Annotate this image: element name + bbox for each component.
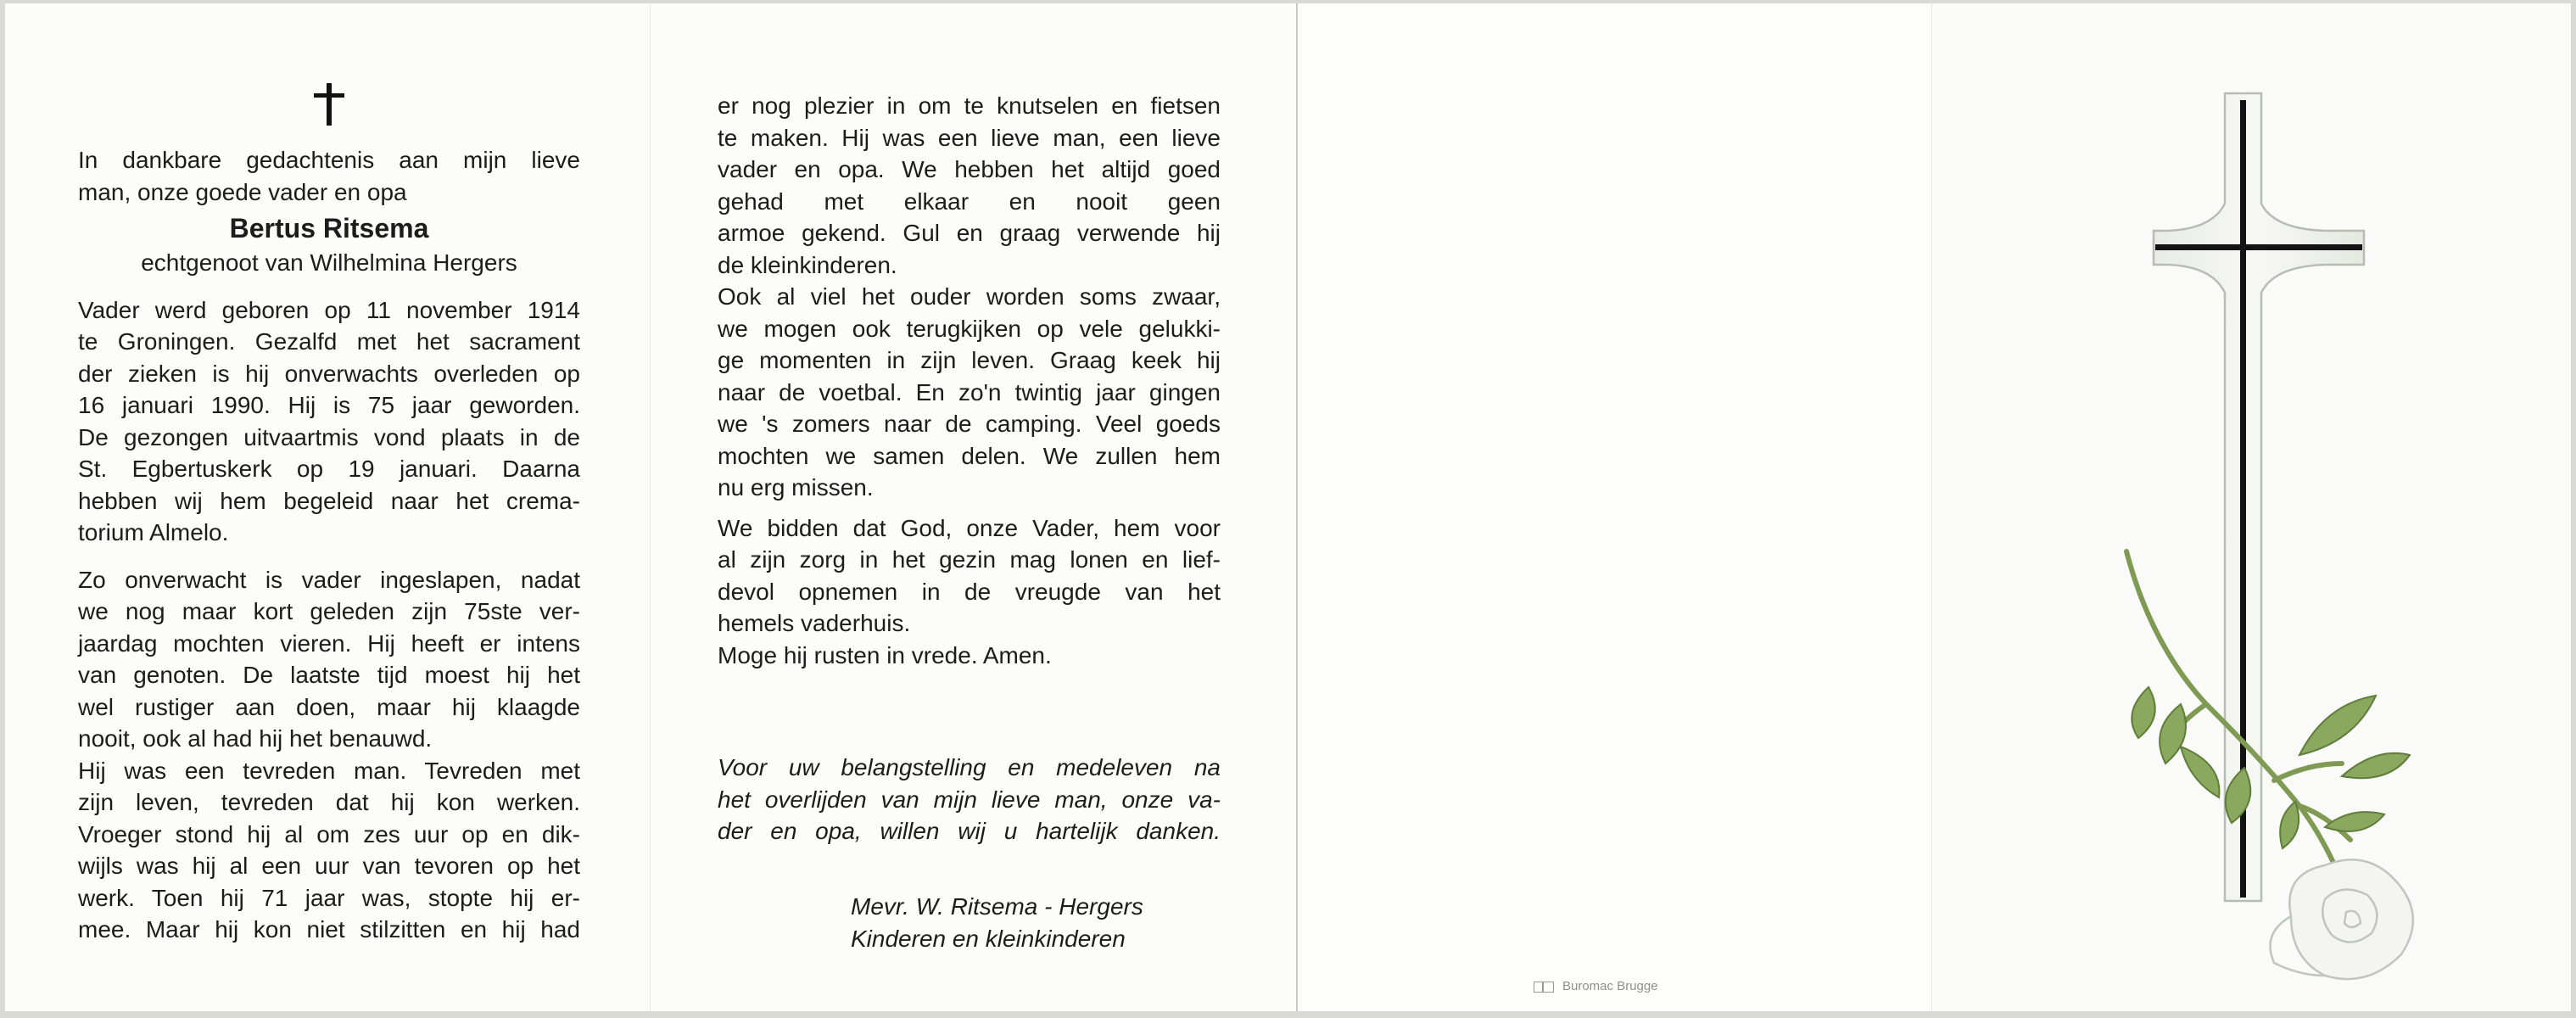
fold-line [1296,3,1298,1011]
text-line: Hij was een tevreden man. Tevreden met [78,757,580,784]
panel-back [1297,3,1931,1011]
text-line: van genoten. De laatste tijd moest hij het [78,662,580,688]
text-line: vader en opa. We hebben het altijd goed [718,156,1221,182]
text-line: hebben wij hem begeleid naar het crema- [78,487,580,514]
text-line: ge momenten in zijn leven. Graag keek hij [718,347,1221,373]
text-line: torium Almelo. [78,519,229,545]
signature-line: Kinderen en kleinkinderen [851,925,1126,952]
text-line: wel rustiger aan doen, maar hij klaagde [78,693,580,720]
text-line: al zijn zorg in het gezin mag lonen en lief- [718,546,1221,573]
remembrance-paragraph [78,564,580,946]
text-line: wijls was hij al een uur van tevoren op het [78,853,580,879]
text-line: Voor uw belangstelling en medeleven na [718,754,1221,780]
text-line: het overlijden van mijn lieve man, onze va- [718,786,1221,813]
text-line: we 's zomers naar de camping. Veel goeds [718,411,1221,437]
text-line: de kleinkinderen. [718,251,897,278]
fold-line [650,3,651,1011]
text-line: Vader werd geboren op 11 november 1914 [78,296,580,323]
cross-outline [2154,93,2364,901]
text-line: jaardag mochten vieren. Hij heeft er intens [78,629,580,657]
printer-name: Buromac Brugge [1562,979,1658,994]
text-line: der zieken is hij onverwachts overleden op [78,360,580,387]
text-line: mee. Maar hij kon niet stilzitten en hij had [78,916,580,942]
text-line: Ook al viel het ouder worden soms zwaar, [718,283,1221,310]
text-line: mochten we samen delen. We zullen hem [718,442,1221,469]
thanks-paragraph [718,752,1221,847]
intro-line: In dankbare gedachtenis aan mijn lieve [78,147,580,173]
text-line: te maken. Hij was een lieve man, een lieve [718,124,1221,151]
text-line: nu erg missen. [718,474,874,501]
text-line: We bidden dat God, onze Vader, hem voor [718,514,1221,541]
intro-line: man, onze goede vader en opa [78,178,407,205]
deceased-name: Bertus Ritsema [229,213,429,243]
text-line: armoe gekend. Gul en graag verwende hij [718,220,1221,246]
text-line: te Groningen. Gezalfd met het sacrament [78,328,580,355]
signature-block [851,891,1207,954]
middle-text-column [718,90,1221,671]
text-line: Zo onverwacht is vader ingeslapen, nadat [78,566,580,593]
text-line: we mogen ook terugkijken op vele gelukki- [718,315,1221,342]
text-line: werk. Toen hij 71 jaar was, stopte hij er- [78,884,580,911]
text-line: De gezongen uitvaartmis vond plaats in de [78,423,580,450]
text-line: we nog maar kort geleden zijn 75ste ver- [78,598,580,624]
text-line: gehad met elkaar en nooit geen [718,187,1221,215]
biography-paragraph [78,294,580,549]
text-line: er nog plezier in om te knutselen en fietsen [718,92,1221,119]
rose-leaves [2132,687,2410,848]
spouse-line: echtgenoot van Wilhelmina Hergers [141,249,517,276]
text-line: St. Egbertuskerk op 19 januari. Daarna [78,456,580,482]
text-line: der en opa, willen wij u hartelijk danken. [718,818,1221,844]
continuation-paragraph [718,90,1221,504]
text-line: naar de voetbal. En zo'n twintig jaar gingen [718,378,1221,406]
text-line: zijn leven, tevreden dat hij kon werken. [78,789,580,815]
cross-horizontal-bar [2155,244,2362,250]
rose-blossom [2271,859,2413,979]
text-line: Vroeger stond hij al om zes uur op en dik- [78,820,580,847]
text-line: nooit, ook al had hij het benauwd. [78,725,433,752]
printer-mark [1534,979,1658,994]
text-line: devol opnemen in de vreugde van het [718,578,1221,605]
left-text-column [78,144,580,946]
signature-line: Mevr. W. Ritsema - Hergers [851,893,1143,920]
cross-icon [305,78,353,129]
text-line: Moge hij rusten in vrede. Amen. [718,641,1052,668]
text-line: 16 januari 1990. Hij is 75 jaar geworden. [78,392,580,418]
cross-with-rose-illustration [1926,0,2566,1008]
printer-logo-icon [1534,982,1554,993]
text-line: hemels vaderhuis. [718,610,911,636]
prayer-paragraph [718,512,1221,672]
